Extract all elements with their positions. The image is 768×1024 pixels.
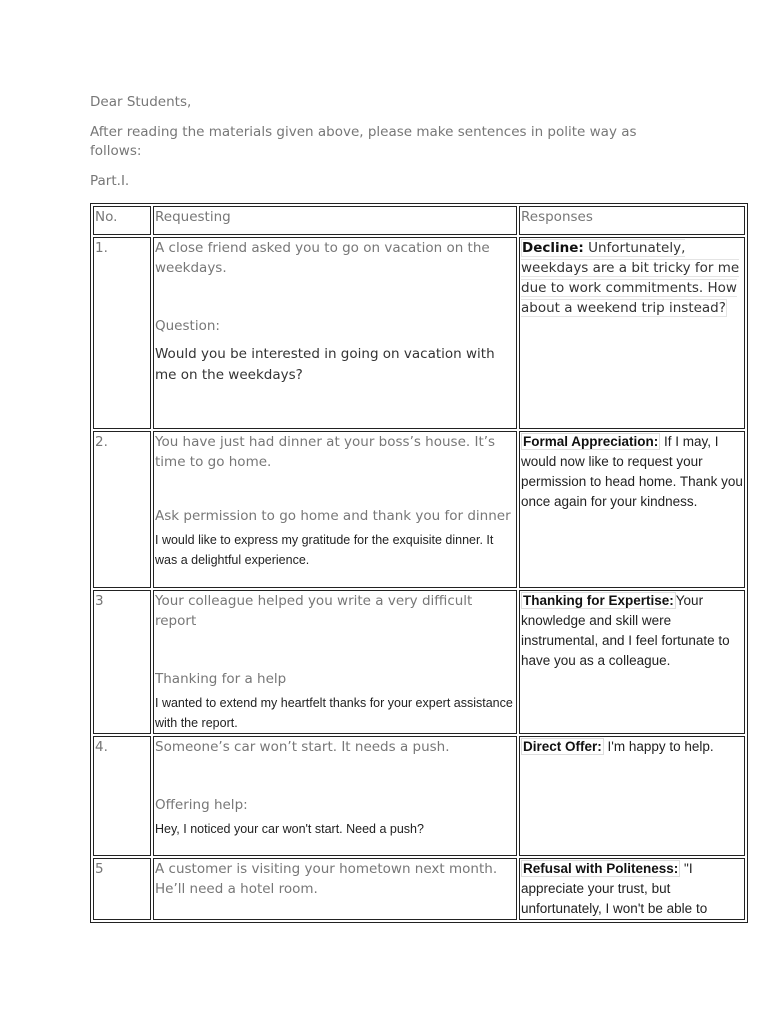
situation-text: Your colleague helped you write a very difficult report (155, 593, 473, 629)
response-cell[interactable] (519, 858, 745, 920)
part-label: Part.I. (90, 173, 130, 189)
response-tag: Refusal with Politeness: (523, 861, 679, 876)
response-text: "I appreciate your trust, but unfortunately, I won't be able to (521, 861, 708, 916)
response-text: Your knowledge and skill were instrumental, and I feel fortunate to have you as a colleague. (521, 593, 730, 668)
response-tag: Formal Appreciation: (523, 434, 659, 449)
instruction: After reading the materials given above, please make sentences in polite way as follows: (90, 124, 637, 159)
situation-text: You have just had dinner at your boss’s house. It’s time to go home. (155, 434, 496, 470)
requesting-cell (153, 736, 517, 856)
requesting-cell (153, 431, 517, 588)
intro-section (90, 93, 650, 202)
response-cell[interactable] (519, 736, 745, 856)
header-responses: Responses (519, 206, 745, 235)
requesting-cell (153, 590, 517, 734)
requesting-cell (153, 858, 517, 920)
response-tag: Thanking for Expertise: (523, 593, 674, 608)
response-cell[interactable] (519, 431, 745, 588)
response-text: If I may, I would now like to request your permission to head home. Thank you once again for your kindness. (521, 434, 743, 509)
table-row (93, 590, 745, 734)
task-label: Offering help: (155, 797, 248, 813)
response-tag: Direct Offer: (523, 739, 602, 754)
table-row (93, 858, 745, 920)
table-row (93, 736, 745, 856)
row-number: 3 (93, 590, 151, 734)
table-header-row (93, 206, 745, 235)
student-answer[interactable]: I wanted to extend my heartfelt thanks for your expert assistance with the report. (155, 696, 513, 730)
response-cell[interactable] (519, 237, 745, 429)
student-answer[interactable]: I would like to express my gratitude for the exquisite dinner. It was a delightful experience. (155, 533, 494, 567)
response-text: Unfortunately, weekdays are a bit tricky for me due to work commitments. How about a weekend trip instead? (521, 240, 740, 316)
row-number: 4. (93, 736, 151, 856)
header-requesting: Requesting (153, 206, 517, 235)
table-row (93, 431, 745, 588)
table-row (93, 237, 745, 429)
row-number: 5 (93, 858, 151, 920)
task-label: Thanking for a help (155, 671, 287, 687)
student-answer[interactable]: Would you be interested in going on vacation with me on the weekdays? (155, 346, 495, 383)
task-label: Ask permission to go home and thank you for dinner (155, 508, 511, 524)
student-answer[interactable]: Hey, I noticed your car won't start. Need a push? (155, 822, 424, 836)
situation-text: A customer is visiting your hometown next month. He’ll need a hotel room. (155, 861, 498, 897)
row-number: 1. (93, 237, 151, 429)
response-text: I'm happy to help. (603, 739, 714, 754)
header-no: No. (93, 206, 151, 235)
situation-text: A close friend asked you to go on vacation on the weekdays. (155, 240, 490, 276)
situation-text: Someone’s car won’t start. It needs a push. (155, 739, 450, 755)
exercise-table (90, 203, 748, 923)
task-label: Question: (155, 318, 220, 334)
response-tag: Decline: (522, 240, 584, 256)
row-number: 2. (93, 431, 151, 588)
response-cell[interactable] (519, 590, 745, 734)
requesting-cell (153, 237, 517, 429)
greeting: Dear Students, (90, 94, 192, 110)
